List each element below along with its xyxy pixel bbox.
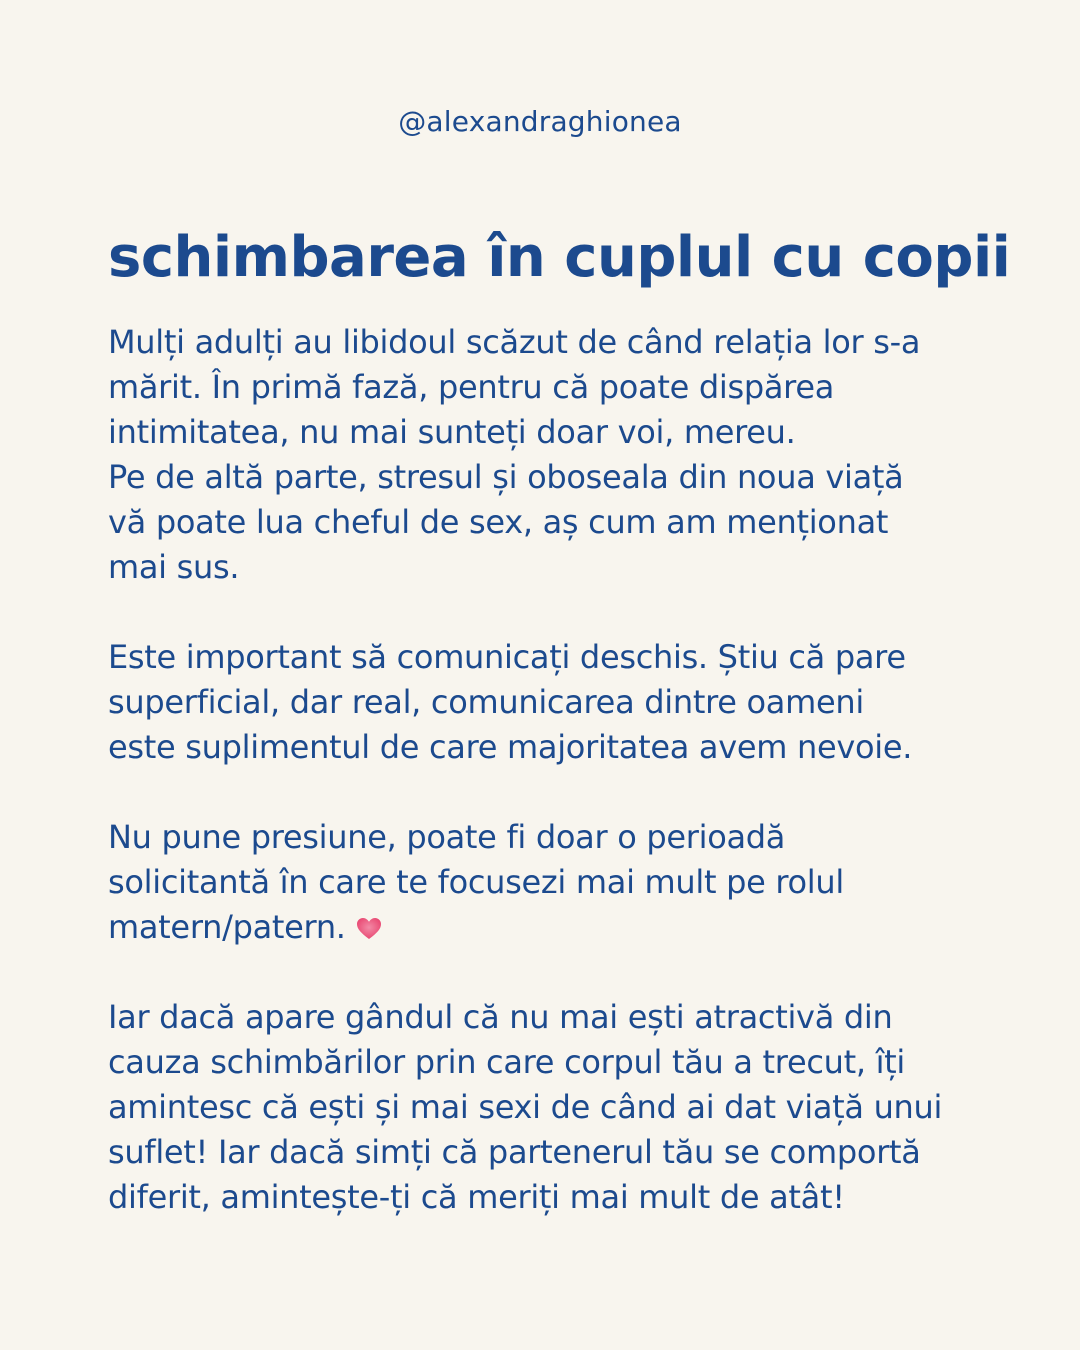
paragraph-2 xyxy=(108,635,988,770)
paragraph-line: diferit, amintește-ți că meriți mai mult de atât! xyxy=(108,1178,845,1216)
paragraph-line: amintesc că ești și mai sexi de când ai dat viață unui xyxy=(108,1088,943,1126)
paragraph-4 xyxy=(108,995,988,1220)
paragraph-line: mai sus. xyxy=(108,548,240,586)
author-handle[interactable]: @alexandraghionea xyxy=(398,105,682,138)
paragraph-line-with-icon xyxy=(108,905,988,950)
paragraph-line: Nu pune presiune, poate fi doar o perioadă xyxy=(108,818,786,856)
pink-heart-icon xyxy=(356,917,382,941)
paragraph-line: solicitantă în care te focusezi mai mult pe rolul xyxy=(108,863,844,901)
paragraph-spacer xyxy=(108,950,988,995)
paragraph-line: Mulți adulți au libidoul scăzut de când relația lor s-a xyxy=(108,323,921,361)
paragraph-line: este suplimentul de care majoritatea avem nevoie. xyxy=(108,728,913,766)
paragraph-line: Iar dacă apare gândul că nu mai ești atractivă din xyxy=(108,998,893,1036)
paragraph-line: Pe de altă parte, stresul și oboseala din noua viață xyxy=(108,458,904,496)
paragraph-line: intimitatea, nu mai sunteți doar voi, mereu. xyxy=(108,413,796,451)
paragraph-line: superficial, dar real, comunicarea dintre oameni xyxy=(108,683,864,721)
paragraph-line: mărit. În primă fază, pentru că poate dispărea xyxy=(108,368,835,406)
paragraph-1 xyxy=(108,320,988,590)
paragraph-spacer xyxy=(108,770,988,815)
paragraph-line: suflet! Iar dacă simți că partenerul tău se comportă xyxy=(108,1133,921,1171)
paragraph-line: Este important să comunicați deschis. Știu că pare xyxy=(108,638,906,676)
paragraph-line: vă poate lua cheful de sex, aș cum am menționat xyxy=(108,503,889,541)
paragraph-3 xyxy=(108,815,988,950)
post-title: schimbarea în cuplul cu copii xyxy=(108,225,1011,290)
paragraph-spacer xyxy=(108,590,988,635)
paragraph-line-text: matern/patern. xyxy=(108,908,346,946)
paragraph-line: cauza schimbărilor prin care corpul tău a trecut, îți xyxy=(108,1043,906,1081)
post-body xyxy=(108,320,988,1220)
